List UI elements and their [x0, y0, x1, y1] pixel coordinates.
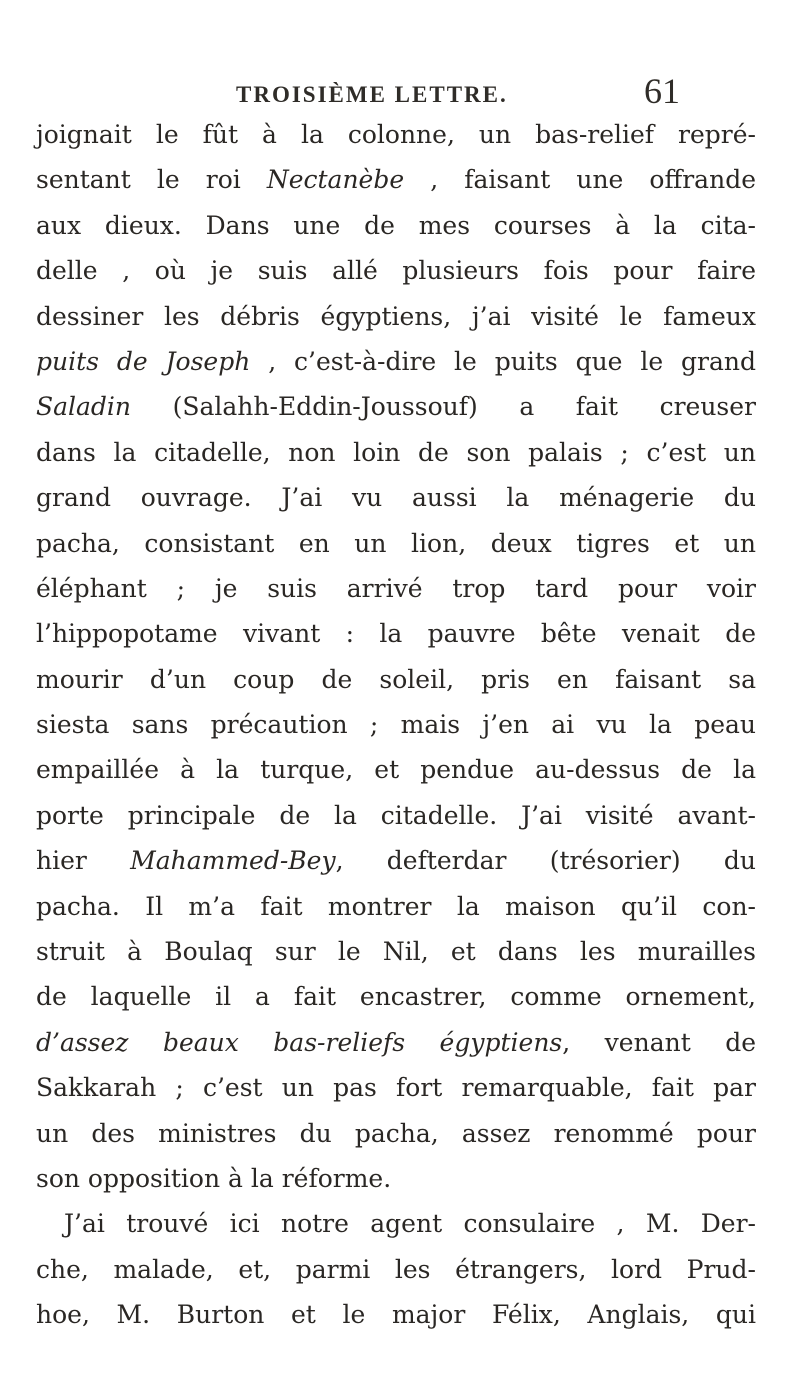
text-segment: de laquelle il a fait encastrer, comme ornement, [36, 982, 756, 1012]
italic-text: Nectanèbe [266, 165, 405, 195]
text-segment: sentant le roi [36, 165, 267, 195]
text-segment: joignait le fût à la colonne, un bas-relief repré- [36, 120, 756, 149]
text-line [36, 657, 756, 702]
body-text [36, 112, 756, 1338]
text-line [36, 1111, 756, 1156]
text-line [36, 884, 756, 929]
text-segment: , faisant une offrande [404, 165, 756, 195]
text-line [36, 112, 756, 157]
text-line [36, 203, 756, 248]
text-segment: éléphant ; je suis arrivé trop tard pour voir [36, 573, 756, 603]
text-segment: delle , où je suis allé plusieurs fois pour faire [36, 256, 756, 286]
text-segment: struit à Boulaq sur le Nil, et dans les murailles [36, 937, 756, 967]
text-line [36, 430, 756, 475]
page-number: 61 [644, 71, 680, 111]
italic-text: Mahammed-Bey [130, 846, 336, 876]
text-line [36, 1020, 756, 1065]
text-line [36, 1201, 756, 1246]
text-line [36, 1247, 756, 1292]
text-segment: , defterdar (trésorier) du [335, 846, 756, 876]
text-line [36, 793, 756, 838]
text-line [36, 838, 756, 883]
text-line [36, 157, 756, 202]
text-line [36, 747, 756, 792]
text-segment: son opposition à la réforme. [36, 1163, 392, 1193]
text-segment: l’hippopotame vivant : la pauvre bête venait de [36, 619, 756, 649]
text-segment: pacha, consistant en un lion, deux tigres et un [36, 528, 756, 558]
text-line [36, 974, 756, 1019]
text-segment: hier [36, 846, 131, 876]
text-segment: aux dieux. Dans une de mes courses à la cita- [36, 210, 756, 240]
italic-text: d’assez beaux bas-reliefs égyptiens [36, 1027, 563, 1057]
text-line [36, 521, 756, 566]
text-line [36, 475, 756, 520]
italic-text: Saladin [36, 392, 132, 422]
text-segment: hoe, M. Burton et le major Félix, Anglais, qui [36, 1300, 756, 1330]
text-line [36, 611, 756, 656]
text-segment: (Salahh-Eddin-Joussouf) a fait creuser [131, 392, 756, 422]
text-segment: siesta sans précaution ; mais j’en ai vu la peau [36, 710, 756, 740]
running-title: TROISIÈME LETTRE. [236, 82, 508, 107]
text-segment: che, malade, et, parmi les étrangers, lord Prud- [36, 1254, 756, 1284]
text-line [36, 1065, 756, 1110]
text-line [36, 1156, 756, 1201]
text-segment: , venant de [562, 1027, 757, 1057]
text-segment: , c’est-à-dire le puits que le grand [250, 346, 756, 376]
text-segment: un des ministres du pacha, assez renommé pour [36, 1118, 756, 1148]
text-segment: grand ouvrage. J’ai vu aussi la ménagerie du [36, 483, 756, 513]
text-segment: empaillée à la turque, et pendue au-dessus de la [36, 755, 756, 785]
text-segment: Sakkarah ; c’est un pas fort remarquable, fait par [36, 1073, 756, 1103]
text-segment: dessiner les débris égyptiens, j’ai visité le fameux [36, 301, 756, 331]
text-line [36, 929, 756, 974]
text-segment: porte principale de la citadelle. J’ai visité avant- [36, 800, 756, 830]
text-line [36, 248, 756, 293]
text-segment: dans la citadelle, non loin de son palais ; c’est un [36, 437, 756, 467]
text-line [36, 384, 756, 429]
text-line [36, 566, 756, 611]
text-line [36, 294, 756, 339]
italic-text: puits de Joseph [36, 346, 251, 376]
text-segment: pacha. Il m’a fait montrer la maison qu’il con- [36, 891, 756, 921]
text-line [36, 702, 756, 747]
text-segment: mourir d’un coup de soleil, pris en faisant sa [36, 664, 756, 694]
text-segment: J’ai trouvé ici notre agent consulaire , M. Der- [64, 1209, 756, 1239]
text-line [36, 1292, 756, 1337]
text-line [36, 339, 756, 384]
